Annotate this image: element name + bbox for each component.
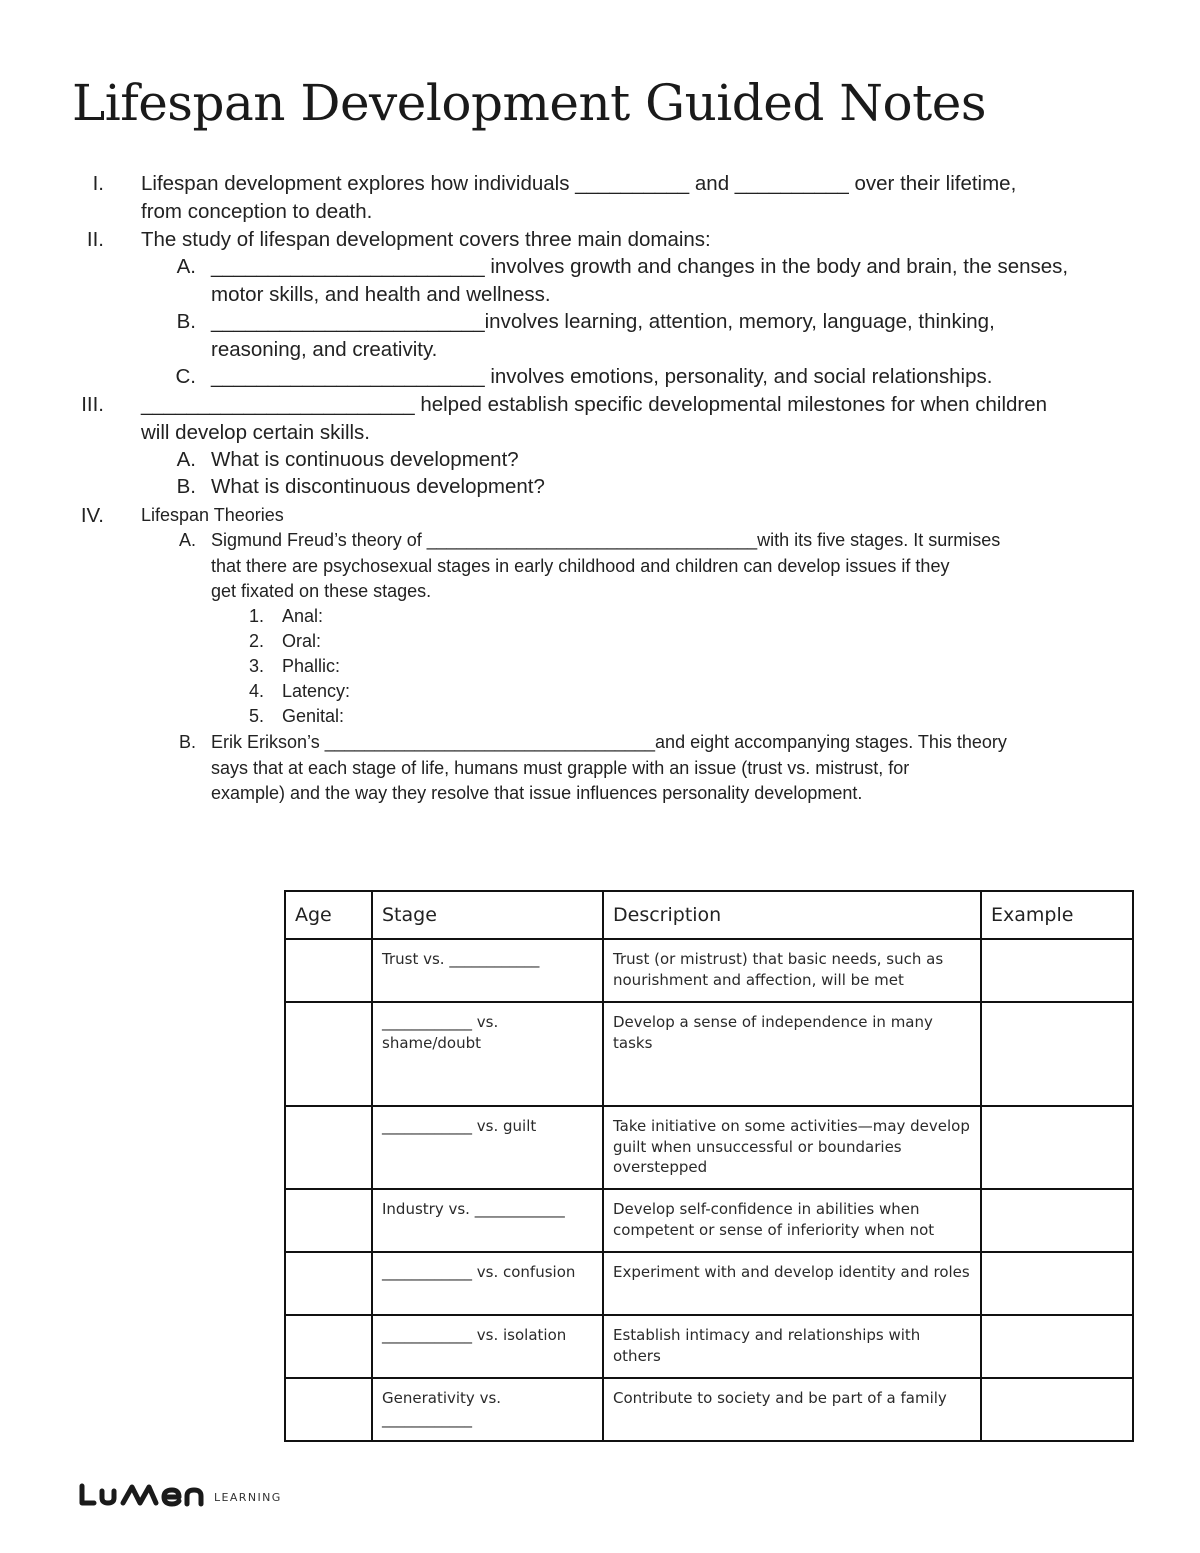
- description-cell: Trust (or mistrust) that basic needs, such as nourishment and affection, will be met: [603, 939, 981, 1002]
- outline-marker: B.: [178, 732, 196, 752]
- description-cell: Experiment with and develop identity and roles: [603, 1252, 981, 1315]
- outline-marker: 5.: [248, 706, 264, 726]
- erikson-stages-table: [284, 890, 1134, 1442]
- outline-marker: A.: [176, 448, 196, 471]
- stage-cell: ____________ vs. confusion: [372, 1252, 603, 1315]
- age-cell[interactable]: [285, 939, 372, 1002]
- freud-stage-label: Anal:: [282, 606, 324, 626]
- table-row: [285, 1315, 1133, 1378]
- outline-text-line: get fixated on these stages.: [211, 581, 432, 601]
- table-header-row: [285, 891, 1133, 939]
- outline-text-line: What is discontinuous development?: [211, 475, 545, 498]
- freud-stage-label: Phallic:: [282, 656, 341, 676]
- table-row: [285, 1002, 1133, 1106]
- outline-text-line: ________________________ involves emotions, personality, and social relationships.: [211, 365, 993, 388]
- outline-text-line: Erik Erikson’s _________________________________and eight accompanying stages. This theory: [211, 732, 1007, 752]
- outline-text-line: will develop certain skills.: [141, 420, 371, 444]
- outline-marker: A.: [176, 255, 196, 278]
- age-cell[interactable]: [285, 1252, 372, 1315]
- freud-stage-label: Latency:: [282, 681, 351, 701]
- example-cell[interactable]: [981, 1106, 1133, 1189]
- table-row: [285, 1189, 1133, 1252]
- outline-text-line: motor skills, and health and wellness.: [211, 282, 551, 306]
- age-cell[interactable]: [285, 1378, 372, 1441]
- outline-marker: 1.: [248, 606, 264, 626]
- example-cell[interactable]: [981, 1315, 1133, 1378]
- age-cell[interactable]: [285, 1106, 372, 1189]
- table-row: [285, 1378, 1133, 1441]
- outline-text-line: Lifespan Theories: [141, 505, 284, 525]
- stage-cell: ____________ vs. guilt: [372, 1106, 603, 1189]
- outline-text-line: What is continuous development?: [211, 448, 519, 471]
- column-header-age: Age: [285, 891, 372, 939]
- age-cell[interactable]: [285, 1315, 372, 1378]
- table-row: [285, 1106, 1133, 1189]
- outline-text-line: that there are psychosexual stages in early childhood and children can develop issues if they: [211, 555, 950, 576]
- example-cell[interactable]: [981, 1002, 1133, 1106]
- outline-marker: 2.: [248, 631, 264, 651]
- page-title: Lifespan Development Guided Notes: [72, 74, 986, 132]
- stage-cell: Industry vs. ____________: [372, 1189, 603, 1252]
- example-cell[interactable]: [981, 1378, 1133, 1441]
- outline-text-line: reasoning, and creativity.: [211, 337, 438, 361]
- column-header-stage: Stage: [372, 891, 603, 939]
- example-cell[interactable]: [981, 939, 1133, 1002]
- description-cell: Take initiative on some activities—may develop guilt when unsuccessful or boundaries overstepped: [603, 1106, 981, 1189]
- freud-stage-label: Oral:: [282, 631, 322, 651]
- outline-marker: B.: [176, 310, 196, 333]
- stage-cell: ____________ vs. isolation: [372, 1315, 603, 1378]
- outline-marker: IV.: [80, 504, 104, 527]
- outline-marker: 4.: [248, 681, 264, 701]
- outline-marker: II.: [86, 228, 104, 251]
- freud-stage-label: Genital:: [282, 706, 345, 726]
- description-cell: Contribute to society and be part of a family: [603, 1378, 981, 1441]
- outline-text-line: The study of lifespan development covers three main domains:: [141, 228, 711, 251]
- outline-text-line: says that at each stage of life, humans must grapple with an issue (trust vs. mistrust, for: [211, 757, 910, 778]
- table-row: [285, 939, 1133, 1002]
- lumen-learning-logo: [78, 1477, 282, 1507]
- stage-cell: Generativity vs. ____________: [372, 1378, 603, 1441]
- example-cell[interactable]: [981, 1189, 1133, 1252]
- outline-marker: I.: [92, 172, 104, 195]
- lumen-logo-mark: [78, 1483, 210, 1507]
- example-cell[interactable]: [981, 1252, 1133, 1315]
- logo-subtext: LEARNING: [214, 1491, 282, 1504]
- age-cell[interactable]: [285, 1189, 372, 1252]
- outline-text-line: ________________________ helped establish specific developmental milestones for when children: [141, 393, 1048, 416]
- stage-cell: Trust vs. ____________: [372, 939, 603, 1002]
- outline-text-line: Sigmund Freud’s theory of _________________________________with its five stages. It surmises: [211, 530, 1001, 550]
- column-header-example: Example: [981, 891, 1133, 939]
- outline-marker: A.: [178, 530, 196, 550]
- outline-marker: B.: [176, 475, 196, 498]
- column-header-description: Description: [603, 891, 981, 939]
- description-cell: Develop self-confidence in abilities when competent or sense of inferiority when not: [603, 1189, 981, 1252]
- outline-text-line: ________________________ involves growth and changes in the body and brain, the senses,: [211, 255, 1069, 278]
- outline-text-line: from conception to death.: [141, 199, 373, 223]
- outline-text-line: ________________________involves learning, attention, memory, language, thinking,: [211, 310, 995, 333]
- outline-marker: 3.: [248, 656, 264, 676]
- stage-cell: ____________ vs. shame/doubt: [372, 1002, 603, 1106]
- age-cell[interactable]: [285, 1002, 372, 1106]
- outline-text-line: example) and the way they resolve that issue influences personality development.: [211, 783, 863, 803]
- outline-text-line: Lifespan development explores how individuals __________ and __________ over their lifetime,: [141, 172, 1017, 195]
- description-cell: Establish intimacy and relationships with others: [603, 1315, 981, 1378]
- outline-marker: C.: [175, 365, 196, 388]
- outline-marker: III.: [81, 393, 104, 416]
- table-row: [285, 1252, 1133, 1315]
- description-cell: Develop a sense of independence in many tasks: [603, 1002, 981, 1106]
